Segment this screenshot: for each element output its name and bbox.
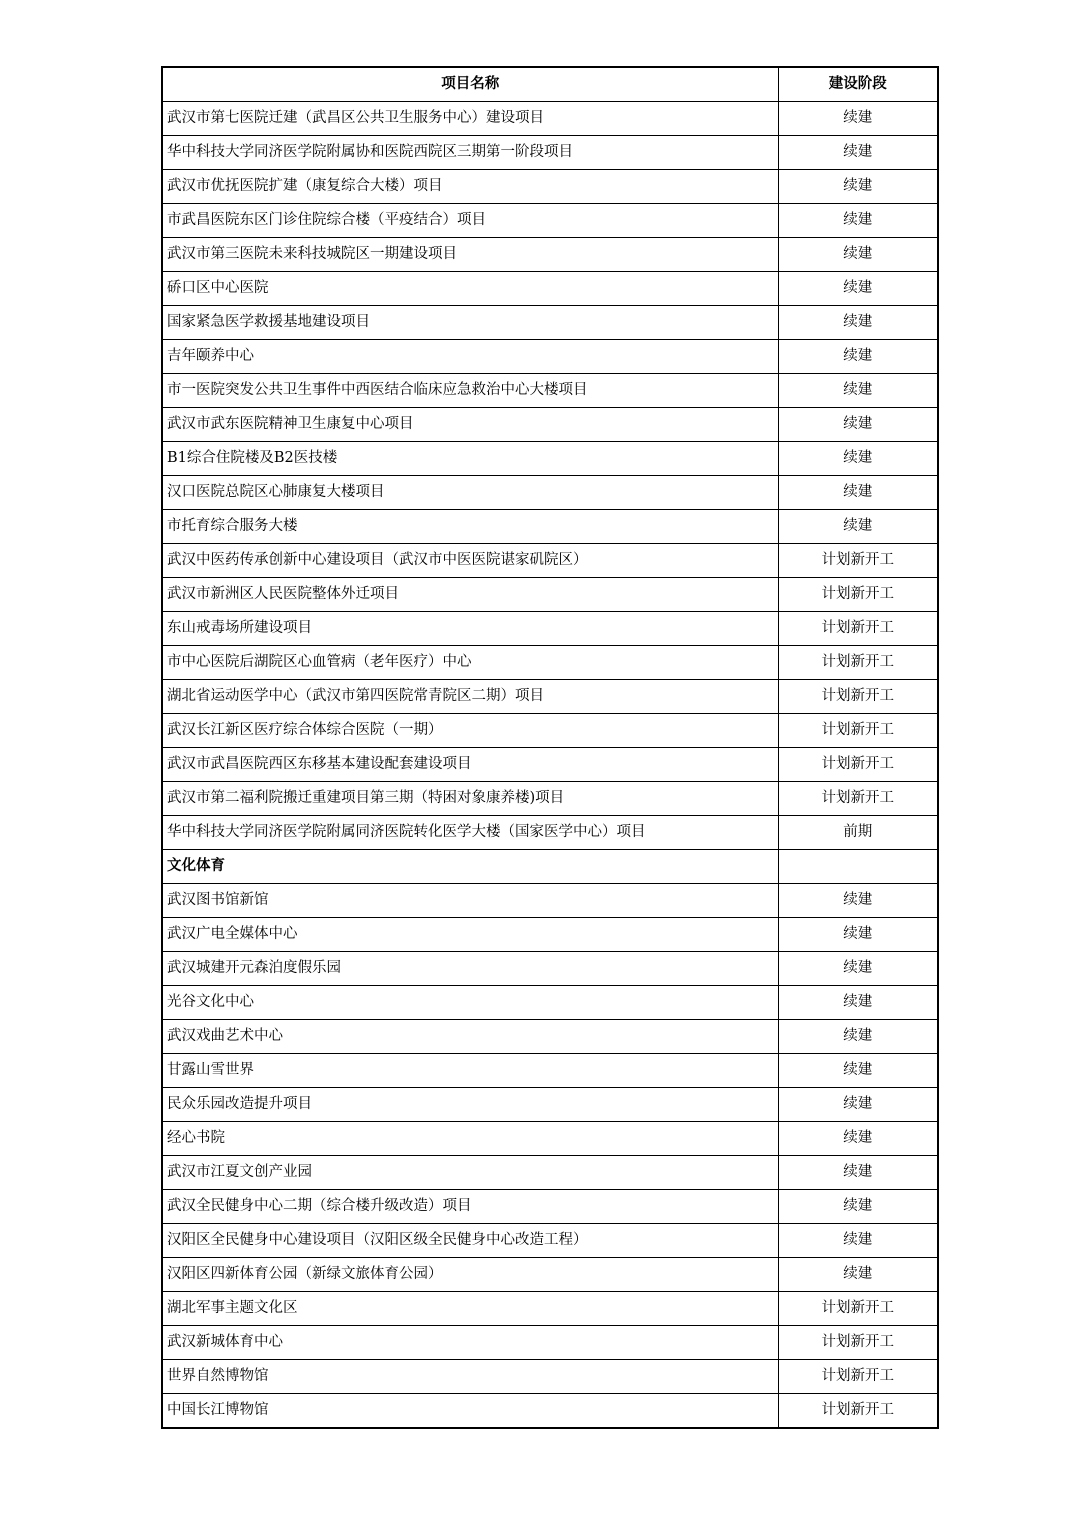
table-row [162,1394,938,1429]
project-name-cell: 武汉市武东医院精神卫生康复中心项目 [162,408,778,442]
project-name-cell: 光谷文化中心 [162,986,778,1020]
table-row [162,782,938,816]
table-row [162,476,938,510]
table-row [162,306,938,340]
construction-stage-cell: 计划新开工 [778,748,938,782]
construction-stage-cell: 前期 [778,816,938,850]
table-row [162,340,938,374]
table-row [162,1156,938,1190]
table-row [162,510,938,544]
construction-stage-cell: 计划新开工 [778,782,938,816]
table-row [162,952,938,986]
construction-stage-cell: 续建 [778,272,938,306]
table-row [162,986,938,1020]
construction-stage-cell: 续建 [778,1156,938,1190]
table-row [162,646,938,680]
table-row [162,272,938,306]
construction-stage-cell: 计划新开工 [778,1326,938,1360]
construction-stage-cell: 计划新开工 [778,544,938,578]
project-table [161,66,939,1429]
header-row [162,67,938,102]
table-row [162,748,938,782]
table-row [162,1020,938,1054]
project-name-cell: 市中心医院后湖院区心血管病（老年医疗）中心 [162,646,778,680]
project-name-cell: 国家紧急医学救援基地建设项目 [162,306,778,340]
table-row [162,1258,938,1292]
table-row [162,1088,938,1122]
construction-stage-cell: 计划新开工 [778,1360,938,1394]
project-name-cell: 华中科技大学同济医学院附属同济医院转化医学大楼（国家医学中心）项目 [162,816,778,850]
table-row [162,1190,938,1224]
project-name-cell: 武汉市武昌医院西区东移基本建设配套建设项目 [162,748,778,782]
table-row [162,204,938,238]
construction-stage-cell: 续建 [778,442,938,476]
project-name-cell: 武汉市第二福利院搬迁重建项目第三期（特困对象康养楼)项目 [162,782,778,816]
project-name-cell: 武汉图书馆新馆 [162,884,778,918]
construction-stage-cell: 续建 [778,1088,938,1122]
construction-stage-cell: 续建 [778,306,938,340]
construction-stage-cell: 续建 [778,102,938,136]
construction-stage-cell: 计划新开工 [778,578,938,612]
construction-stage-cell: 计划新开工 [778,680,938,714]
column-header-project-name: 项目名称 [162,67,778,102]
table-row [162,918,938,952]
column-header-construction-stage: 建设阶段 [778,67,938,102]
table-row [162,1292,938,1326]
project-name-cell: 汉阳区四新体育公园（新绿文旅体育公园） [162,1258,778,1292]
project-name-cell: 武汉市第七医院迁建（武昌区公共卫生服务中心）建设项目 [162,102,778,136]
construction-stage-cell: 续建 [778,1224,938,1258]
construction-stage-cell: 计划新开工 [778,612,938,646]
construction-stage-cell: 续建 [778,884,938,918]
project-name-cell: 世界自然博物馆 [162,1360,778,1394]
project-name-cell: 武汉长江新区医疗综合体综合医院（一期） [162,714,778,748]
project-name-cell: 武汉广电全媒体中心 [162,918,778,952]
construction-stage-cell: 续建 [778,986,938,1020]
construction-stage-cell: 计划新开工 [778,1292,938,1326]
table-row [162,102,938,136]
construction-stage-cell: 续建 [778,204,938,238]
construction-stage-cell: 续建 [778,1020,938,1054]
table-row [162,680,938,714]
table-row [162,1360,938,1394]
project-name-cell: 经心书院 [162,1122,778,1156]
table-row [162,408,938,442]
table-row [162,374,938,408]
table-header [162,67,938,102]
construction-stage-cell: 续建 [778,952,938,986]
project-name-cell: 武汉新城体育中心 [162,1326,778,1360]
project-name-cell: 武汉中医药传承创新中心建设项目（武汉市中医医院谌家矶院区） [162,544,778,578]
table-row [162,816,938,850]
project-name-cell: 武汉市江夏文创产业园 [162,1156,778,1190]
project-name-cell: 华中科技大学同济医学院附属协和医院西院区三期第一阶段项目 [162,136,778,170]
project-name-cell: 武汉市优抚医院扩建（康复综合大楼）项目 [162,170,778,204]
project-name-cell: 市一医院突发公共卫生事件中西医结合临床应急救治中心大楼项目 [162,374,778,408]
project-name-cell: 汉阳区全民健身中心建设项目（汉阳区级全民健身中心改造工程） [162,1224,778,1258]
construction-stage-cell: 续建 [778,374,938,408]
construction-stage-cell: 续建 [778,340,938,374]
construction-stage-cell: 续建 [778,510,938,544]
construction-stage-cell: 续建 [778,170,938,204]
project-name-cell: 武汉全民健身中心二期（综合楼升级改造）项目 [162,1190,778,1224]
construction-stage-cell: 计划新开工 [778,1394,938,1429]
table-row [162,884,938,918]
construction-stage-cell: 续建 [778,136,938,170]
table-row [162,442,938,476]
project-name-cell: 中国长江博物馆 [162,1394,778,1429]
project-name-cell: 吉年颐养中心 [162,340,778,374]
table-row [162,578,938,612]
document-page [161,66,937,1429]
table-row [162,1122,938,1156]
project-name-cell: 湖北军事主题文化区 [162,1292,778,1326]
table-row [162,1326,938,1360]
construction-stage-cell: 续建 [778,476,938,510]
construction-stage-cell: 计划新开工 [778,714,938,748]
project-name-cell: 汉口医院总院区心肺康复大楼项目 [162,476,778,510]
construction-stage-cell [778,850,938,884]
table-row [162,238,938,272]
construction-stage-cell: 续建 [778,1122,938,1156]
table-row [162,1224,938,1258]
construction-stage-cell: 续建 [778,1190,938,1224]
project-name-cell: 东山戒毒场所建设项目 [162,612,778,646]
table-row [162,612,938,646]
table-row [162,544,938,578]
table-row [162,1054,938,1088]
construction-stage-cell: 续建 [778,238,938,272]
construction-stage-cell: 续建 [778,918,938,952]
section-row [162,850,938,884]
construction-stage-cell: 续建 [778,408,938,442]
project-name-cell: 武汉市第三医院未来科技城院区一期建设项目 [162,238,778,272]
project-name-cell: 市武昌医院东区门诊住院综合楼（平疫结合）项目 [162,204,778,238]
project-name-cell: 民众乐园改造提升项目 [162,1088,778,1122]
project-name-cell: 湖北省运动医学中心（武汉市第四医院常青院区二期）项目 [162,680,778,714]
construction-stage-cell: 续建 [778,1054,938,1088]
table-body [162,102,938,1429]
construction-stage-cell: 续建 [778,1258,938,1292]
project-name-cell: 甘露山雪世界 [162,1054,778,1088]
construction-stage-cell: 计划新开工 [778,646,938,680]
table-row [162,136,938,170]
project-name-cell: 武汉戏曲艺术中心 [162,1020,778,1054]
table-row [162,170,938,204]
section-title: 文化体育 [162,850,778,884]
project-name-cell: 武汉城建开元森泊度假乐园 [162,952,778,986]
project-name-cell: 武汉市新洲区人民医院整体外迁项目 [162,578,778,612]
project-name-cell: 市托育综合服务大楼 [162,510,778,544]
table-row [162,714,938,748]
project-name-cell: B1综合住院楼及B2医技楼 [162,442,778,476]
project-name-cell: 硚口区中心医院 [162,272,778,306]
